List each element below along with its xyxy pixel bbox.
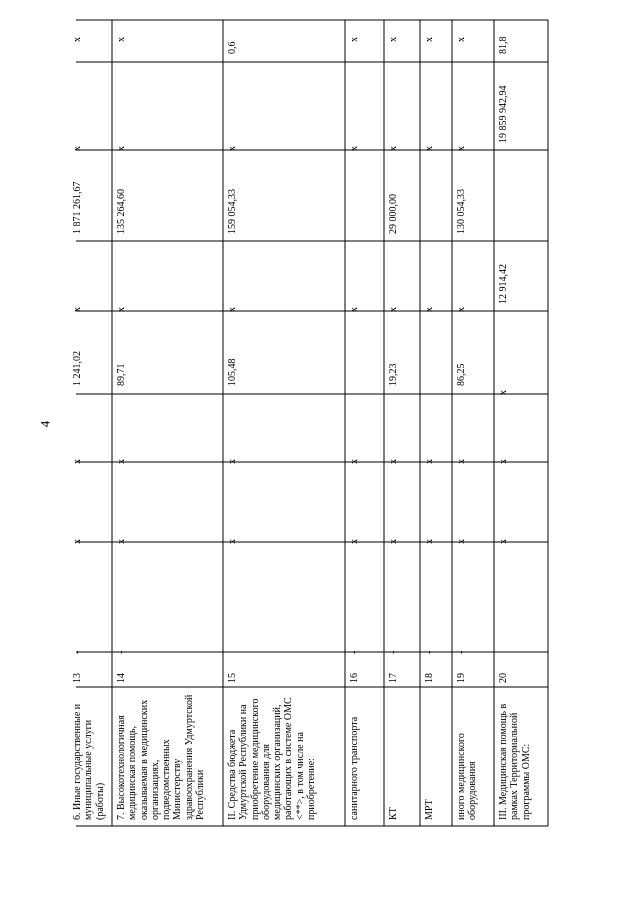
row-label-text: II. Средства бюджета Удмуртской Республики на приобретение медицинского оборудования для медицинских организаций, работающих в системе ОМС <**>, в том числе на приобретение:: [227, 697, 318, 820]
cell-value: 105,48: [227, 358, 238, 386]
cell-value: 0,6: [227, 41, 238, 54]
cell-value: x: [424, 36, 435, 42]
cell-value: x: [424, 538, 435, 544]
cell-value: x: [388, 538, 399, 544]
cell-value: 135 264,60: [116, 189, 127, 234]
row-number-text: 16: [349, 673, 360, 683]
cell-value: x: [424, 146, 435, 152]
row-number-text: 15: [227, 673, 238, 683]
cell-value: x: [498, 389, 509, 395]
row-number-text: 17: [388, 673, 399, 683]
page-number: 4: [37, 420, 53, 428]
cell-value: 81,8: [498, 36, 509, 54]
cell-value: 29 000,00: [388, 194, 399, 234]
cell-value: x: [456, 538, 467, 544]
cell-value: 86,25: [456, 363, 467, 386]
cell-value: x: [227, 458, 238, 464]
row-number-text: 20: [498, 673, 509, 683]
cell-value: -: [424, 650, 435, 654]
cell-value: x: [349, 538, 360, 544]
row-label-text: III. Медицинская помощь в рамках Территориальной программы ОМС:: [498, 703, 532, 820]
cell-value: 19,23: [388, 363, 399, 386]
cell-value: x: [456, 307, 467, 313]
cell-value: x: [424, 458, 435, 464]
row-label-text: МРТ: [424, 799, 435, 820]
cell-value: x: [227, 538, 238, 544]
row-label-text: санитарного транспорта: [349, 716, 360, 820]
row-number-text: 13: [72, 673, 83, 683]
row-label-text: 6. Иные государственные и муниципальные услуги (работы): [72, 703, 106, 820]
cell-value: 1 241,02: [72, 351, 83, 386]
cell-value: x: [456, 458, 467, 464]
cell-value: x: [349, 146, 360, 152]
cell-value: x: [388, 36, 399, 42]
cell-value: 89,71: [116, 363, 127, 386]
cell-value: x: [388, 458, 399, 464]
cell-value: x: [349, 307, 360, 313]
row-number-text: 14: [116, 673, 127, 683]
cell-value: -: [349, 650, 360, 654]
cell-value: x: [424, 307, 435, 313]
row-label-text: 7. Высокотехнологичная медицинская помощь, оказываемая в медицинских организациях, подведомственных Министерству здравоохранения Удмуртской Республики: [116, 694, 207, 820]
cell-value: x: [116, 36, 127, 42]
rotated-table: [62, 0, 622, 905]
cell-value: 19 859 942,94: [498, 85, 509, 143]
cell-value: 12 914,42: [498, 264, 509, 304]
cell-value: x: [72, 36, 83, 42]
cell-value: x: [456, 146, 467, 152]
cell-value: x: [72, 538, 83, 544]
cell-value: x: [349, 36, 360, 42]
row-number-text: 19: [456, 673, 467, 683]
cell-value: x: [72, 307, 83, 313]
cell-value: x: [72, 146, 83, 152]
cell-value: x: [116, 458, 127, 464]
cell-value: -: [388, 650, 399, 654]
cell-value: x: [116, 146, 127, 152]
cell-value: x: [498, 538, 509, 544]
row-number-text: 18: [424, 673, 435, 683]
cell-value: x: [388, 307, 399, 313]
cell-value: x: [116, 307, 127, 313]
cell-value: x: [116, 538, 127, 544]
cell-value: x: [72, 458, 83, 464]
cell-value: x: [349, 458, 360, 464]
cell-value: -: [116, 650, 127, 654]
cell-value: x: [388, 146, 399, 152]
cell-value: x: [456, 36, 467, 42]
cell-value: x: [227, 146, 238, 152]
cell-value: -: [72, 650, 83, 654]
cell-value: x: [227, 307, 238, 313]
cell-value: 159 054,33: [227, 189, 238, 234]
row-label-text: иного медицинского оборудования: [456, 733, 479, 820]
row-label-text: КТ: [388, 807, 399, 820]
cell-value: 1 871 261,67: [72, 181, 83, 234]
cell-value: -: [456, 650, 467, 654]
cell-value: x: [498, 458, 509, 464]
cell-value: 130 054,33: [456, 189, 467, 234]
